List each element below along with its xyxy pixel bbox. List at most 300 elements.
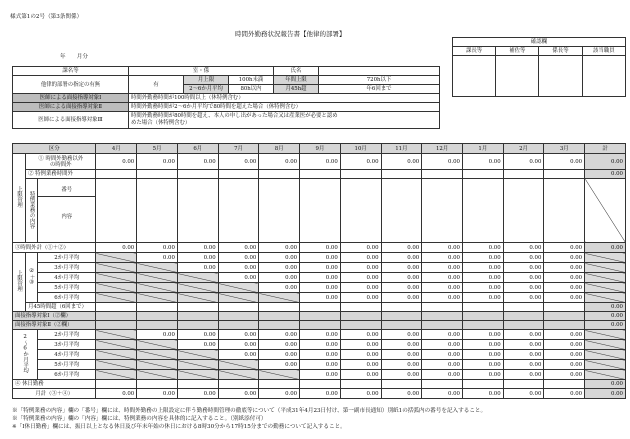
month-value[interactable]: 0.00 [381, 283, 422, 293]
disabled-cell [96, 312, 137, 321]
month-value[interactable]: 0.00 [137, 243, 178, 253]
name-label: 氏名 [274, 67, 319, 76]
month-value[interactable]: 0.00 [381, 330, 422, 340]
month-value[interactable]: 0.00 [381, 293, 422, 303]
month-header: 4月 [96, 144, 137, 154]
month-value[interactable]: 0.00 [422, 253, 463, 263]
month-value[interactable]: 0.00 [544, 370, 585, 380]
month-value[interactable]: 0.00 [137, 389, 178, 399]
month-value[interactable]: 0.00 [422, 330, 463, 340]
month-value[interactable]: 0.00 [300, 263, 341, 273]
month-value[interactable]: 0.00 [462, 263, 503, 273]
approval-stamp[interactable] [582, 56, 625, 97]
row2-label: ② 特例業務時間外 [26, 170, 96, 179]
month-value[interactable] [544, 179, 585, 243]
month-value[interactable]: 0.00 [259, 350, 300, 360]
disabled-cell [300, 321, 341, 330]
month-value[interactable]: 0.00 [300, 370, 341, 380]
disabled-cell [422, 312, 463, 321]
month-value[interactable] [137, 179, 178, 243]
month-value[interactable]: 0.00 [462, 370, 503, 380]
month-value[interactable]: 0.00 [503, 273, 544, 283]
month-value[interactable]: 0.00 [218, 330, 259, 340]
disabled-cell [585, 273, 626, 283]
month-value[interactable]: 0.00 [259, 360, 300, 370]
disabled-cell [96, 321, 137, 330]
month-value[interactable]: 0.00 [422, 389, 463, 399]
disabled-cell [218, 312, 259, 321]
month-value[interactable]: 0.00 [422, 340, 463, 350]
month-value[interactable]: 0.00 [259, 283, 300, 293]
month-value[interactable]: 0.00 [218, 263, 259, 273]
month-value[interactable]: 0.00 [422, 360, 463, 370]
vertical-label: 上限管理 [16, 186, 23, 208]
row3-label: ③時間外計（①＋②） [13, 243, 96, 253]
disabled-cell [96, 253, 137, 263]
form-id: 様式第1の2号（第3条関係） [10, 14, 83, 20]
month-value[interactable] [503, 179, 544, 243]
month-value[interactable]: 0.00 [544, 243, 585, 253]
disabled-cell [462, 321, 503, 330]
month-value[interactable]: 0.00 [544, 340, 585, 350]
note: ※「特例業務の内容」欄の「番号」欄には、時間外勤務の上限設定に伴う勤務時間管理の徹底等について（平成31年4月23日付け、第一副市長通知）別紙1の括弧内の番号を記入すること。 [12, 408, 487, 414]
disabled-cell [137, 283, 178, 293]
disabled-cell [218, 283, 259, 293]
month-value[interactable]: 0.00 [218, 154, 259, 170]
month-value[interactable]: 0.00 [381, 370, 422, 380]
month-value[interactable]: 0.00 [422, 293, 463, 303]
approval-stamp[interactable] [496, 56, 539, 97]
disabled-cell [96, 263, 137, 273]
month-value[interactable] [177, 303, 218, 312]
approval-role: 補佐等 [496, 47, 539, 56]
month-value[interactable]: 0.00 [503, 283, 544, 293]
month-value[interactable]: 0.00 [462, 253, 503, 263]
month-value[interactable] [422, 303, 463, 312]
month-value[interactable]: 0.00 [218, 273, 259, 283]
month-value[interactable]: 0.00 [422, 273, 463, 283]
overtime-grid [12, 143, 626, 399]
month-value[interactable]: 0.00 [544, 273, 585, 283]
number-label: 番号 [38, 184, 95, 197]
disabled-cell [585, 253, 626, 263]
approval-stamp[interactable] [539, 56, 582, 97]
month-value[interactable] [422, 380, 463, 389]
month-value[interactable]: 0.00 [462, 330, 503, 340]
group-label [13, 154, 26, 243]
disabled-cell [422, 321, 463, 330]
disabled-cell [137, 350, 178, 360]
month-header: 12月 [422, 144, 463, 154]
month-value[interactable]: 0.00 [503, 360, 544, 370]
month-value[interactable] [340, 170, 381, 179]
total-value[interactable]: 0.00 [585, 303, 626, 312]
month-value[interactable]: 0.00 [218, 350, 259, 360]
disabled-cell [177, 350, 218, 360]
month-value[interactable]: 0.00 [462, 389, 503, 399]
month-value[interactable]: 0.00 [381, 360, 422, 370]
month-value[interactable]: 0.00 [218, 253, 259, 263]
approval-table [452, 37, 626, 97]
month-value[interactable] [300, 179, 341, 243]
month-value[interactable]: 0.00 [462, 283, 503, 293]
month-value[interactable] [381, 380, 422, 389]
month-value[interactable] [462, 380, 503, 389]
month-value[interactable] [462, 303, 503, 312]
disabled-cell [137, 340, 178, 350]
month-value[interactable] [259, 303, 300, 312]
month-value[interactable]: 0.00 [177, 340, 218, 350]
avg-row-label: 3か月平均 [38, 340, 96, 350]
disabled-cell [585, 350, 626, 360]
month-value[interactable]: 0.00 [544, 154, 585, 170]
month-value[interactable]: 0.00 [381, 263, 422, 273]
month-value[interactable] [340, 179, 381, 243]
month-value[interactable]: 0.00 [137, 154, 178, 170]
disabled-cell [177, 360, 218, 370]
disabled-cell [259, 293, 300, 303]
month-value[interactable]: 0.00 [340, 243, 381, 253]
month-value[interactable]: 0.00 [462, 154, 503, 170]
month-value[interactable]: 0.00 [462, 293, 503, 303]
month-value[interactable] [218, 303, 259, 312]
avg-limit-value: 80h以内 [229, 85, 274, 94]
disabled-cell [381, 312, 422, 321]
disabled-cell [300, 312, 341, 321]
disabled-cell [96, 283, 137, 293]
month-value[interactable]: 0.00 [300, 243, 341, 253]
month-header: 10月 [340, 144, 381, 154]
month-value[interactable]: 0.00 [544, 283, 585, 293]
avg-row-label: 3か月平均 [38, 263, 96, 273]
disabled-cell [177, 273, 218, 283]
month-value[interactable] [462, 170, 503, 179]
month-value[interactable]: 0.00 [340, 360, 381, 370]
month-value[interactable]: 0.00 [381, 243, 422, 253]
month-value[interactable]: 0.00 [300, 389, 341, 399]
month-value[interactable]: 0.00 [177, 330, 218, 340]
disabled-cell [340, 312, 381, 321]
month-value[interactable] [218, 170, 259, 179]
month-value[interactable]: 0.00 [137, 330, 178, 340]
row45-label: 月45時間超（6回まで） [26, 303, 96, 312]
month-value[interactable]: 0.00 [422, 263, 463, 273]
month-value[interactable]: 0.00 [340, 340, 381, 350]
month-value[interactable] [340, 303, 381, 312]
month-value[interactable]: 0.00 [381, 350, 422, 360]
month-value[interactable]: 0.00 [503, 350, 544, 360]
disabled-cell [381, 321, 422, 330]
month-value[interactable]: 0.00 [259, 340, 300, 350]
note: ※「特例業務の内容」欄の「内容」欄には、特例業務の内容を具体的に記入すること。（別紙添付可） [12, 416, 267, 422]
month-value[interactable]: 0.00 [96, 243, 137, 253]
month-value[interactable]: 0.00 [340, 389, 381, 399]
month-value[interactable]: 0.00 [381, 154, 422, 170]
disabled-cell [340, 321, 381, 330]
month-value[interactable]: 0.00 [422, 283, 463, 293]
month-value[interactable]: 0.00 [340, 330, 381, 340]
month-value[interactable] [96, 380, 137, 389]
month-value[interactable]: 0.00 [259, 154, 300, 170]
month-value[interactable] [177, 380, 218, 389]
info-table [12, 66, 440, 129]
approval-role: 課長等 [453, 47, 496, 56]
page-title: 時間外勤務状況報告書【他律的部署】 [235, 30, 346, 38]
month-value[interactable]: 0.00 [503, 154, 544, 170]
month-value[interactable] [259, 380, 300, 389]
disabled-cell [259, 321, 300, 330]
guidance-label: 医師による面接指導対象Ⅱ [13, 103, 129, 112]
disabled-cell [177, 321, 218, 330]
month-value[interactable]: 0.00 [462, 350, 503, 360]
month-value[interactable]: 0.00 [503, 253, 544, 263]
month-value[interactable]: 0.00 [503, 293, 544, 303]
month-header: 6月 [177, 144, 218, 154]
month-value[interactable] [503, 380, 544, 389]
disabled-cell [585, 360, 626, 370]
month-value[interactable] [177, 179, 218, 243]
month-value[interactable]: 0.00 [544, 253, 585, 263]
total-value[interactable]: 0.00 [585, 243, 626, 253]
month-value[interactable]: 0.00 [340, 154, 381, 170]
month-value[interactable]: 0.00 [503, 340, 544, 350]
avg2-group-label [13, 330, 38, 380]
vertical-label: ②＋③ [28, 267, 35, 286]
month-value[interactable]: 0.00 [544, 330, 585, 340]
interview1-label: 面接指導対象Ⅰ（②欄） [13, 312, 96, 321]
row4-label: ④ 休日勤務 [13, 380, 96, 389]
month-value[interactable] [381, 303, 422, 312]
month-value[interactable]: 0.00 [300, 283, 341, 293]
month-value[interactable]: 0.00 [177, 243, 218, 253]
month-value[interactable] [137, 303, 178, 312]
total-value[interactable]: 0.00 [585, 154, 626, 170]
total-value[interactable]: 0.00 [585, 170, 626, 179]
month-value[interactable]: 0.00 [462, 243, 503, 253]
month-value[interactable] [300, 303, 341, 312]
month-value[interactable]: 0.00 [422, 350, 463, 360]
special-number-content [38, 179, 96, 243]
month-value[interactable]: 0.00 [259, 330, 300, 340]
disabled-cell [218, 321, 259, 330]
month-value[interactable]: 0.00 [300, 253, 341, 263]
month-value[interactable]: 0.00 [462, 360, 503, 370]
disabled-cell [177, 312, 218, 321]
disabled-cell [259, 370, 300, 380]
disabled-cell [96, 370, 137, 380]
month-value[interactable]: 0.00 [340, 293, 381, 303]
month-value[interactable]: 0.00 [340, 263, 381, 273]
disabled-cell [177, 283, 218, 293]
month-value[interactable]: 0.00 [544, 350, 585, 360]
month-value[interactable] [137, 170, 178, 179]
disabled-cell [503, 312, 544, 321]
month-value[interactable]: 0.00 [544, 293, 585, 303]
avg-row-label: 4か月平均 [38, 350, 96, 360]
month-value[interactable] [544, 303, 585, 312]
month-value[interactable] [544, 170, 585, 179]
disabled-cell [585, 330, 626, 340]
month-value[interactable]: 0.00 [218, 243, 259, 253]
monthly-limit-value: 100h未満 [229, 76, 274, 85]
month-value[interactable] [340, 380, 381, 389]
avg-row-label: 5か月平均 [38, 283, 96, 293]
month-value[interactable]: 0.00 [300, 350, 341, 360]
month-value[interactable]: 0.00 [177, 263, 218, 273]
month-value[interactable]: 0.00 [218, 340, 259, 350]
month-value[interactable] [381, 170, 422, 179]
disabled-cell [96, 293, 137, 303]
month-value[interactable]: 0.00 [300, 154, 341, 170]
month-value[interactable]: 0.00 [96, 389, 137, 399]
month-value[interactable] [381, 179, 422, 243]
month-value[interactable] [503, 303, 544, 312]
over45-label: 月45h超 [274, 85, 319, 94]
disabled-cell [137, 321, 178, 330]
month-header: 7月 [218, 144, 259, 154]
month-value[interactable]: 0.00 [503, 370, 544, 380]
month-value[interactable]: 0.00 [300, 330, 341, 340]
total-value[interactable]: 0.00 [585, 312, 626, 321]
avg-group-label [26, 253, 38, 303]
month-value[interactable] [300, 170, 341, 179]
vertical-label: 2～6か月平均 [22, 334, 29, 373]
month-value[interactable]: 0.00 [340, 273, 381, 283]
month-value[interactable] [422, 170, 463, 179]
month-value[interactable]: 0.00 [422, 243, 463, 253]
month-value[interactable]: 0.00 [300, 360, 341, 370]
row1-label-b: の時間外 [49, 161, 72, 168]
month-value[interactable]: 0.00 [340, 370, 381, 380]
month-value[interactable]: 0.00 [381, 273, 422, 283]
disabled-cell [218, 360, 259, 370]
row1-label [26, 154, 96, 170]
month-value[interactable]: 0.00 [259, 273, 300, 283]
name-field[interactable] [319, 67, 440, 76]
month-value[interactable]: 0.00 [177, 253, 218, 263]
avg-row-label: 2か月平均 [38, 253, 96, 263]
disabled-cell [137, 370, 178, 380]
month-value[interactable]: 0.00 [340, 283, 381, 293]
vertical-label: 上限管理 [16, 270, 23, 292]
total-value[interactable]: 0.00 [585, 321, 626, 330]
month-value[interactable] [503, 170, 544, 179]
month-value[interactable]: 0.00 [462, 273, 503, 283]
content-label: 内容 [61, 214, 73, 220]
group-label [13, 253, 26, 312]
avg-row-label: 4か月平均 [38, 273, 96, 283]
month-value[interactable]: 0.00 [340, 350, 381, 360]
month-value[interactable]: 0.00 [259, 389, 300, 399]
month-value[interactable]: 0.00 [503, 263, 544, 273]
month-value[interactable]: 0.00 [259, 263, 300, 273]
month-value[interactable]: 0.00 [259, 253, 300, 263]
month-value[interactable]: 0.00 [422, 370, 463, 380]
month-header: 計 [585, 144, 626, 154]
disabled-cell [177, 370, 218, 380]
disabled-cell [585, 283, 626, 293]
month-value[interactable]: 0.00 [544, 263, 585, 273]
month-value[interactable]: 0.00 [503, 243, 544, 253]
month-value[interactable]: 0.00 [544, 360, 585, 370]
disabled-cell [544, 312, 585, 321]
month-value[interactable]: 0.00 [96, 154, 137, 170]
month-value[interactable]: 0.00 [300, 293, 341, 303]
month-total-label: 月計（③＋④） [13, 389, 96, 399]
disabled-cell [137, 263, 178, 273]
month-value[interactable]: 0.00 [300, 340, 341, 350]
month-value[interactable]: 0.00 [340, 253, 381, 263]
avg-row-label: 2か月平均 [38, 330, 96, 340]
month-value[interactable]: 0.00 [300, 273, 341, 283]
monthly-limit-label: 月上限 [184, 76, 229, 85]
month-value[interactable] [96, 303, 137, 312]
month-value[interactable]: 0.00 [218, 389, 259, 399]
month-value[interactable]: 0.00 [137, 253, 178, 263]
month-value[interactable] [462, 179, 503, 243]
disabled-cell [96, 340, 137, 350]
avg-row-label: 5か月平均 [38, 360, 96, 370]
month-value[interactable]: 0.00 [503, 389, 544, 399]
month-value[interactable]: 0.00 [422, 154, 463, 170]
disabled-cell [503, 321, 544, 330]
month-value[interactable] [218, 179, 259, 243]
month-value[interactable]: 0.00 [381, 253, 422, 263]
disabled-cell [137, 293, 178, 303]
disabled-cell [96, 350, 137, 360]
month-value[interactable] [259, 179, 300, 243]
month-value[interactable]: 0.00 [259, 243, 300, 253]
month-value[interactable]: 0.00 [381, 340, 422, 350]
disabled-cell [585, 263, 626, 273]
month-header: 1月 [462, 144, 503, 154]
designation-value: 有 [129, 76, 184, 94]
month-value[interactable] [177, 170, 218, 179]
month-value[interactable] [422, 179, 463, 243]
month-value[interactable] [300, 380, 341, 389]
guidance-text: 時間外勤務時間が100時間以上（休特例含む） [129, 94, 440, 103]
disabled-cell [96, 330, 137, 340]
month-header: 11月 [381, 144, 422, 154]
month-value[interactable]: 0.00 [177, 154, 218, 170]
note: ※「Ⅰ休日勤務」欄には、振日以上となる休日及び年末年始の休日における8時30分から17時15分までの勤務について記入すること。 [12, 424, 346, 430]
month-value[interactable] [218, 380, 259, 389]
approval-role: 該当職員 [582, 47, 625, 56]
month-value[interactable] [137, 380, 178, 389]
month-value[interactable]: 0.00 [462, 340, 503, 350]
avg-row-label: 6か月平均 [38, 293, 96, 303]
month-value[interactable] [96, 170, 137, 179]
month-value[interactable]: 0.00 [544, 389, 585, 399]
month-value[interactable] [96, 179, 137, 243]
total-value[interactable]: 0.00 [585, 389, 626, 399]
month-value[interactable] [544, 380, 585, 389]
month-value[interactable]: 0.00 [381, 389, 422, 399]
disabled-cell [177, 293, 218, 303]
total-value[interactable]: 0.00 [585, 380, 626, 389]
avg-limit-label: 2～6か月平均 [184, 85, 229, 94]
disabled-cell [259, 312, 300, 321]
row1-label-a: ① 時間外勤務以外 [38, 155, 84, 162]
month-value[interactable]: 0.00 [503, 330, 544, 340]
month-value[interactable]: 0.00 [177, 389, 218, 399]
approval-stamp[interactable] [453, 56, 496, 97]
annual-limit-label: 年間上限 [274, 76, 319, 85]
month-value[interactable] [259, 170, 300, 179]
disabled-cell [585, 293, 626, 303]
month-header: 2月 [503, 144, 544, 154]
disabled-cell [585, 340, 626, 350]
